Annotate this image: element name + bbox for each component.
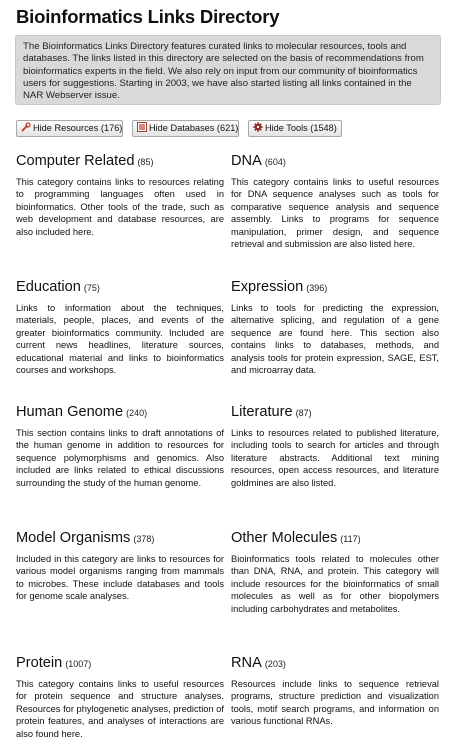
category-model-organisms: [16, 530, 224, 603]
hide-tools-button[interactable]: [248, 120, 342, 137]
category-count: (87): [295, 408, 312, 418]
category-description: Included in this category are links to resources for various model organisms ranging from mammals to microbes. These include databases and tools for genome scale analyses.: [16, 554, 224, 602]
hide-databases-button[interactable]: [132, 120, 239, 137]
category-link[interactable]: Human Genome: [16, 404, 124, 420]
category-count: (240): [126, 408, 148, 418]
hide-resources-button[interactable]: [16, 120, 123, 137]
category-other-molecules: [231, 530, 439, 615]
category-education: [16, 279, 224, 376]
category-protein: [16, 655, 224, 740]
category-link[interactable]: Expression: [231, 279, 304, 295]
category-description: Links to tools for predicting the expression, alternative splicing, and regulation of a gene sequence are found here. This section also contains links to databases, methods, and analysis tools for protein expression, SAGE, EST, and microarray data.: [231, 303, 439, 376]
category-count: (1007): [65, 659, 92, 669]
category-link[interactable]: Education: [16, 279, 81, 295]
category-link[interactable]: Model Organisms: [16, 530, 131, 546]
category-count: (85): [137, 157, 154, 167]
category-description: This category contains links to useful resources for DNA sequence analyses such as tools for comparative sequence analysis and sequence assembly. Links to programs for sequence manipulation, primer design, and sequence retrieval and submission are also listed here.: [231, 177, 439, 250]
category-link[interactable]: Protein: [16, 655, 63, 671]
category-human-genome: [16, 404, 224, 489]
category-dna: [231, 153, 439, 250]
intro-box: The Bioinformatics Links Directory features curated links to molecular resources, tools and databases. The links listed in this directory are selected on the basis of recommendations from bioinformatics experts in the field. We also rely on input from our community of bioinformatics users for suggestions. Starting in 2003, we have also started listing all links contained in the NAR Webserver issue.: [15, 35, 441, 105]
category-rna: [231, 655, 439, 728]
database-list-icon: [137, 122, 147, 132]
category-count: (75): [83, 283, 100, 293]
category-link[interactable]: Computer Related: [16, 153, 135, 169]
category-description: This category contains links to resources relating to programming languages often used in bioinformatics. Other tools of the trade, such as web development and database resources, are also included here.: [16, 177, 224, 237]
category-description: Links to resources related to published literature, including tools to search for articles and through literature abstracts. Additional text mining resources, open access resources, and literature goldmines are also listed.: [231, 428, 439, 488]
hide-databases-label: Hide Databases (621): [149, 123, 239, 133]
category-count: (378): [133, 534, 155, 544]
hide-resources-label: Hide Resources (176): [33, 123, 123, 133]
gear-icon: [253, 122, 263, 132]
category-count: (604): [264, 157, 286, 167]
page-title: Bioinformatics Links Directory: [16, 6, 280, 27]
category-link[interactable]: Literature: [231, 404, 293, 420]
category-description: Resources include links to sequence retrieval programs, structure prediction and visualization tools, motif search programs, and information on various functional RNAs.: [231, 679, 439, 727]
category-expression: [231, 279, 439, 376]
category-link[interactable]: RNA: [231, 655, 262, 671]
category-link[interactable]: Other Molecules: [231, 530, 338, 546]
category-count: (203): [264, 659, 286, 669]
category-count: (117): [340, 534, 361, 544]
wrench-icon: [21, 122, 31, 132]
category-literature: [231, 404, 439, 489]
category-computer-related: [16, 153, 224, 238]
hide-tools-label: Hide Tools (1548): [265, 123, 337, 133]
category-description: This category contains links to useful resources for protein sequence and structure analyses. Resources for phylogenetic analyses, prediction of protein features, and analyses of interactions are also found here.: [16, 679, 224, 739]
category-description: Links to information about the techniques, materials, people, places, and events of the greater bioinformatics community. Included are current news headlines, literature sources, educational material and links to bioinformatics courses and workshops.: [16, 303, 224, 376]
category-count: (396): [306, 283, 328, 293]
category-description: Bioinformatics tools related to molecules other than DNA, RNA, and protein. This category will include resources for the bioinformatics of small molecules as well as for other biopolymers including carbohydrates and metabolites.: [231, 554, 439, 614]
category-link[interactable]: DNA: [231, 153, 262, 169]
category-description: This section contains links to draft annotations of the human genome in addition to resources for sequence polymorphisms and genomics. Also included are links related to ethical discussions surrounding the study of the human genome.: [16, 428, 224, 488]
